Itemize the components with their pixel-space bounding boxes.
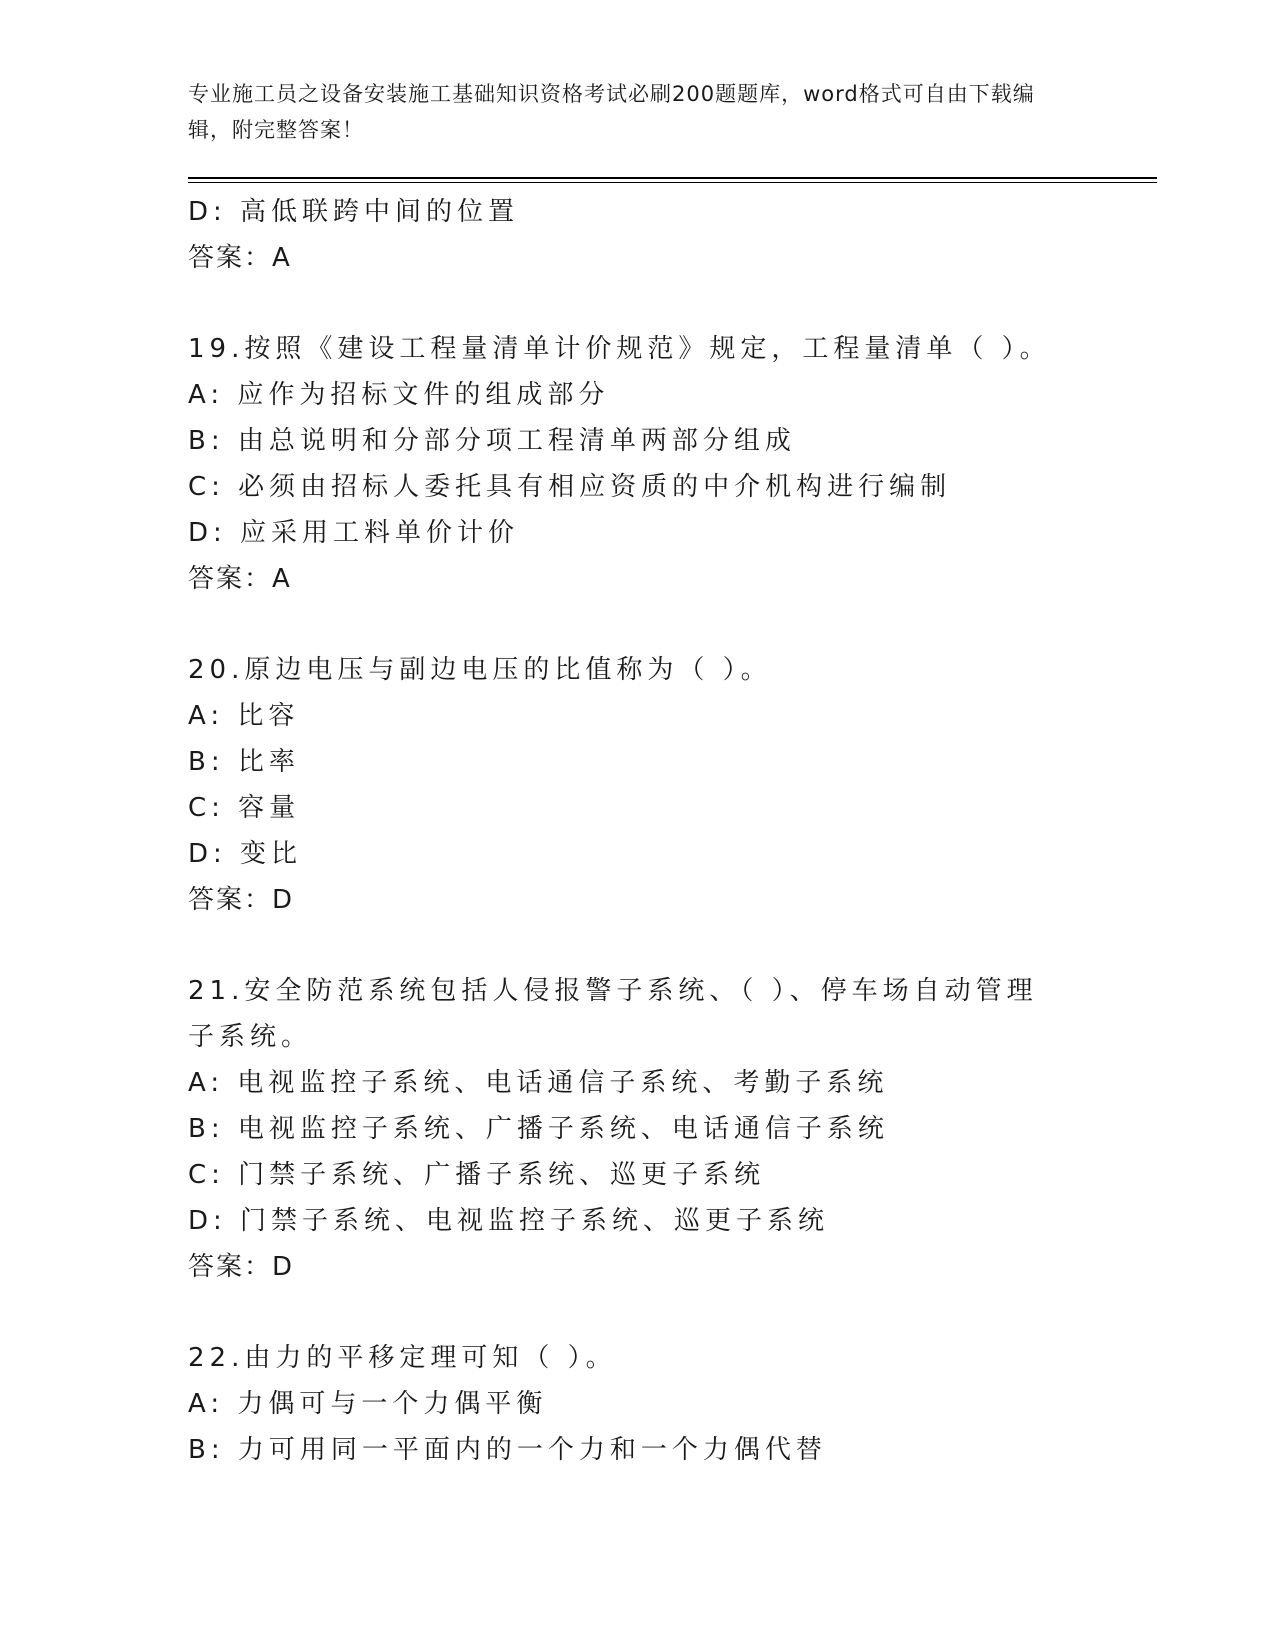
question-stem-19: 19.按照《建设工程量清单计价规范》规定，工程量清单（ ）。: [188, 334, 1051, 364]
option-b: B: 由总说明和分部分项工程清单两部分组成: [188, 426, 796, 456]
option-c: C: 容量: [188, 793, 301, 823]
option-c: C: 必须由招标人委托具有相应资质的中介机构进行编制: [188, 472, 952, 502]
option-b: B: 电视监控子系统、广播子系统、电话通信子系统: [188, 1114, 889, 1144]
question-content: [188, 189, 1068, 1473]
option-c: C: 门禁子系统、广播子系统、巡更子系统: [188, 1160, 766, 1190]
answer-line: 答案：D: [188, 885, 295, 915]
option-a: A: 电视监控子系统、电话通信子系统、考勤子系统: [188, 1068, 889, 1098]
answer-line: 答案：A: [188, 243, 292, 273]
option-d: D: 高低联跨中间的位置: [188, 197, 520, 227]
header-divider-thick: [188, 177, 1157, 179]
question-stem-22: 22.由力的平移定理可知（ ）。: [188, 1343, 617, 1373]
question-stem-21: 21.安全防范系统包括人侵报警子系统、（ ）、停车场自动管理子系统。: [188, 976, 1038, 1052]
question-stem-20: 20.原边电压与副边电压的比值称为（ ）。: [188, 655, 772, 685]
answer-line: 答案：A: [188, 564, 292, 594]
option-d: D: 门禁子系统、电视监控子系统、巡更子系统: [188, 1206, 830, 1236]
option-d: D: 应采用工料单价计价: [188, 518, 520, 548]
option-b: B: 力可用同一平面内的一个力和一个力偶代替: [188, 1435, 827, 1465]
document-header: 专业施工员之设备安装施工基础知识资格考试必刷200题题库，word格式可自由下载编辑，附完整答案！: [188, 82, 1035, 142]
option-a: A: 力偶可与一个力偶平衡: [188, 1389, 548, 1419]
option-a: A: 应作为招标文件的组成部分: [188, 380, 610, 410]
option-d: D: 变比: [188, 839, 303, 869]
answer-line: 答案：D: [188, 1252, 295, 1282]
option-a: A: 比容: [188, 701, 300, 731]
header-divider-thin: [188, 182, 1157, 183]
option-b: B: 比率: [188, 747, 300, 777]
